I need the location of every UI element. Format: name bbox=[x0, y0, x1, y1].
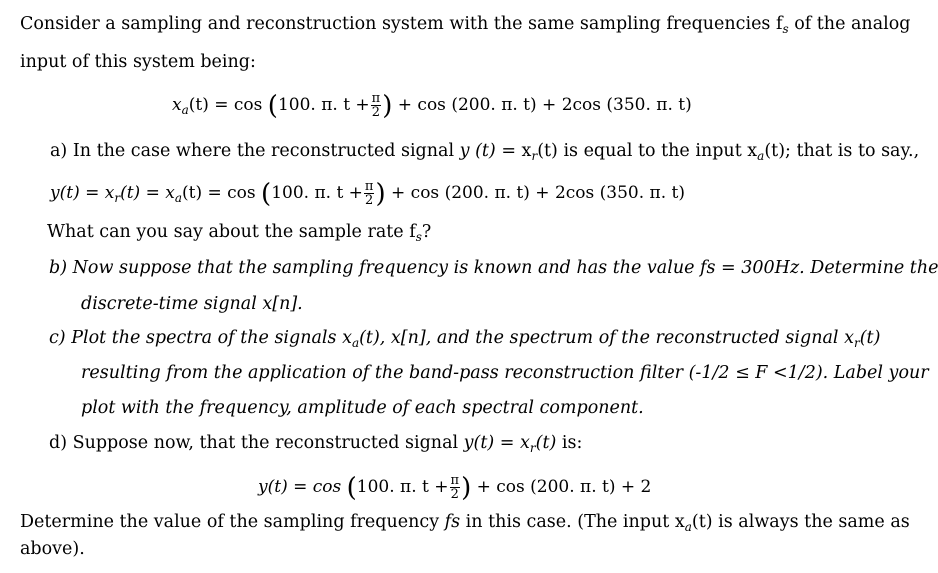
part-a-eq-rest: + cos (200. π. t) + 2cos (350. π. t) bbox=[391, 183, 685, 203]
intro-line-2: input of this system being: bbox=[20, 52, 256, 72]
part-a-eq-sub-a: a bbox=[174, 191, 182, 205]
part-c-sub-r: r bbox=[853, 336, 860, 350]
subscript-s: s bbox=[782, 22, 789, 36]
eq1-paren-open: ( bbox=[267, 91, 278, 121]
part-a-eq-sub-r: r bbox=[114, 191, 121, 205]
part-c-text: c) Plot the spectra of the signals x bbox=[49, 328, 352, 348]
part-d-final-line-2: above). bbox=[20, 539, 85, 559]
eq1-arg: (t) = cos bbox=[188, 95, 268, 115]
part-d-fraction bbox=[450, 474, 461, 501]
eq1-fraction bbox=[371, 92, 382, 119]
part-a-line-1 bbox=[50, 140, 919, 167]
part-a-sub-a: a bbox=[757, 149, 765, 163]
part-d-sub-r: r bbox=[529, 441, 536, 455]
part-d-final-text2: in this case. (The input x bbox=[460, 512, 685, 532]
intro-text-end: of the analog bbox=[788, 14, 911, 34]
part-c-text2: (t), x[n], and the spectrum of the reconstructed signal x bbox=[359, 328, 854, 348]
eq1-lhs: x bbox=[172, 95, 182, 115]
part-d-t: (t) bbox=[535, 433, 557, 453]
equation-input-signal bbox=[172, 92, 692, 121]
part-c-text3: (t) bbox=[859, 328, 881, 348]
part-d-frac-num: π bbox=[450, 473, 460, 488]
part-a-question-sub: s bbox=[415, 230, 422, 244]
part-a-text: a) In the case where the reconstructed signal bbox=[50, 141, 460, 161]
part-a-yt: y (t) bbox=[459, 141, 496, 161]
part-a-sub-r: r bbox=[531, 149, 538, 163]
part-a-frac-num: π bbox=[364, 179, 374, 194]
part-a-paren-close: ) bbox=[375, 179, 386, 209]
eq1-frac-den: 2 bbox=[371, 105, 381, 120]
part-d-eq-rest: + cos (200. π. t) + 2 bbox=[476, 477, 652, 497]
part-a-text4: (t); that is to say., bbox=[764, 141, 920, 161]
part-a-eq-lhs: y(t) = x bbox=[50, 183, 115, 203]
part-a-text3: (t) is equal to the input x bbox=[537, 141, 758, 161]
part-c-line-1 bbox=[49, 327, 880, 354]
part-c-sub-a: a bbox=[351, 336, 360, 350]
part-c-line-3: plot with the frequency, amplitude of each spectral component. bbox=[81, 398, 644, 418]
part-d-final-text3: (t) is always the same as bbox=[691, 512, 910, 532]
part-d-final-text: Determine the value of the sampling frequency bbox=[20, 512, 445, 532]
part-d-equation bbox=[258, 474, 651, 501]
part-a-frac-den: 2 bbox=[365, 193, 374, 208]
part-c-line-2: resulting from the application of the band-pass reconstruction filter (-1/2 ≤ F <1/2). Label your bbox=[81, 363, 929, 383]
part-a-equation bbox=[50, 180, 685, 209]
part-a-question bbox=[47, 221, 431, 248]
part-d-final-line-1 bbox=[20, 511, 910, 538]
part-b-line-2: discrete-time signal x[n]. bbox=[81, 294, 303, 314]
part-d-yt: y(t) = x bbox=[463, 433, 530, 453]
intro-text: Consider a sampling and reconstruction system with the same sampling frequencies f bbox=[20, 14, 783, 34]
intro-line-1 bbox=[20, 13, 910, 40]
part-d-paren-close: ) bbox=[461, 473, 472, 503]
eq1-frac-num: π bbox=[371, 91, 381, 106]
part-a-fraction bbox=[364, 180, 375, 207]
part-d-text: d) Suppose now, that the reconstructed signal bbox=[49, 433, 464, 453]
part-a-question-text: What can you say about the sample rate f bbox=[47, 222, 416, 242]
part-d-eq-inner: 100. π. t + bbox=[356, 477, 449, 497]
eq1-paren-close: ) bbox=[382, 91, 393, 121]
part-d-final-sub-a: a bbox=[684, 520, 692, 534]
eq1-inner: 100. π. t + bbox=[277, 95, 370, 115]
part-a-text2: = x bbox=[495, 141, 532, 161]
part-d-frac-den: 2 bbox=[450, 487, 459, 502]
eq1-rest: + cos (200. π. t) + 2cos (350. π. t) bbox=[397, 95, 692, 115]
part-a-question-end: ? bbox=[421, 222, 432, 242]
part-d-line-1 bbox=[49, 432, 582, 459]
part-a-eq-inner: 100. π. t + bbox=[271, 183, 363, 203]
part-d-final-fs: fs bbox=[444, 512, 461, 532]
part-d-eq-lhs: y(t) = cos bbox=[258, 477, 347, 497]
part-a-eq-mid: (t) = x bbox=[120, 183, 175, 203]
part-a-paren-open: ( bbox=[261, 179, 272, 209]
part-b-line-1: b) Now suppose that the sampling frequency is known and has the value fs = 300Hz. Determine the bbox=[49, 258, 938, 278]
part-d-paren-open: ( bbox=[346, 473, 357, 503]
part-d-is: is: bbox=[556, 433, 583, 453]
part-a-eq-arg: (t) = cos bbox=[182, 183, 262, 203]
eq1-sub: a bbox=[181, 103, 189, 117]
